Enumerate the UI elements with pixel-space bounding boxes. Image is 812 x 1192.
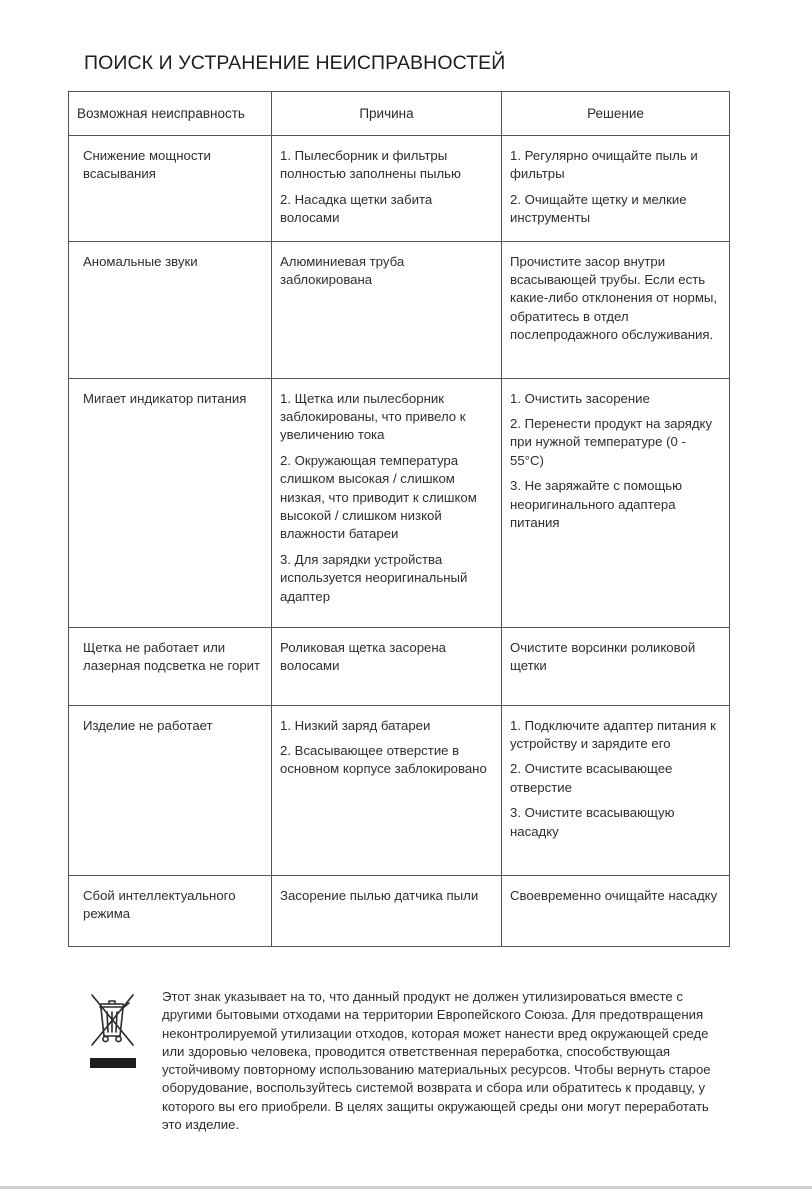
table-row (69, 378, 730, 627)
fault-cell: Изделие не работает (69, 705, 272, 875)
cause-item: Алюминиевая труба заблокирована (280, 253, 405, 288)
cause-cell (272, 136, 502, 242)
cause-item: 3. Для зарядки устройства используется неоригинальный адаптер (280, 551, 468, 604)
solution-cell (502, 241, 730, 378)
cause-item: 2. Окружающая температура слишком высокая / слишком низкая, что приводит к слишком высокой / слишком низкой влажности батареи (280, 452, 477, 542)
cause-cell (272, 378, 502, 627)
cause-item: 1. Низкий заряд батареи (280, 717, 431, 733)
fault-cell: Мигает индикатор питания (69, 378, 272, 627)
cause-cell (272, 627, 502, 705)
solution-item: 3. Не заряжайте с помощью неоригинального адаптера питания (510, 478, 683, 531)
solution-cell (502, 627, 730, 705)
solution-item: 1. Регулярно очищайте пыль и фильтры (510, 148, 698, 182)
cause-cell (272, 241, 502, 378)
cause-item: Роликовая щетка засорена волосами (280, 639, 447, 674)
solution-item: Своевременно очищайте насадку (510, 887, 718, 903)
solution-cell (502, 705, 730, 875)
header-cause: Причина (272, 92, 502, 136)
page-title: ПОИСК И УСТРАНЕНИЕ НЕИСПРАВНОСТЕЙ (84, 52, 506, 74)
fault-cell: Щетка не работает или лазерная подсветка не горит (69, 627, 272, 705)
table-row (69, 875, 730, 946)
solution-item: 2. Очистите всасывающее отверстие (510, 761, 673, 795)
cause-item: 2. Насадка щетки забита волосами (280, 191, 433, 226)
solution-cell (502, 136, 730, 242)
troubleshooting-table (68, 91, 730, 947)
cause-item: Засорение пылью датчика пыли (280, 887, 479, 903)
fault-cell: Аномальные звуки (69, 241, 272, 378)
solution-item: 2. Перенести продукт на зарядку при нужной температуре (0 - 55°C) (510, 416, 713, 468)
table-header-row (69, 92, 730, 136)
cause-item: 2. Всасывающее отверстие в основном корпусе заблокировано (280, 743, 487, 777)
solution-item: Очистите ворсинки роликовой щетки (510, 639, 696, 674)
solution-cell (502, 378, 730, 627)
solution-item: 2. Очищайте щетку и мелкие инструменты (510, 191, 687, 226)
solution-item: 1. Очистить засорение (510, 390, 650, 406)
cause-cell (272, 705, 502, 875)
table-row (69, 705, 730, 875)
cause-cell (272, 875, 502, 946)
crossed-out-wheelie-bin-icon (88, 990, 138, 1072)
footer-divider (0, 1186, 812, 1189)
fault-cell: Снижение мощности всасывания (69, 136, 272, 242)
table-row (69, 136, 730, 242)
table-row (69, 241, 730, 378)
cause-item: 1. Пылесборник и фильтры полностью заполнены пылью (280, 148, 461, 182)
solution-item: 3. Очистите всасывающую насадку (510, 805, 675, 839)
cause-item: 1. Щетка или пылесборник заблокированы, что привело к увеличению тока (280, 390, 466, 443)
header-fault: Возможная неисправность (69, 92, 272, 136)
table-row (69, 627, 730, 705)
solution-item: 1. Подключите адаптер питания к устройству и зарядите его (510, 717, 716, 752)
fault-cell: Сбой интеллектуального режима (69, 875, 272, 946)
solution-item: Прочистите засор внутри всасывающей трубы. Если есть какие-либо отклонения от нормы, обратитесь в отдел послепродажного обслуживания. (510, 253, 718, 343)
header-solution: Решение (502, 92, 730, 136)
solution-cell (502, 875, 730, 946)
disposal-notice: Этот знак указывает на то, что данный продукт не должен утилизироваться вместе с другими бытовыми отходами на территории Европейского Союза. Для предотвращения неконтролируемой утилизации отходов, которая может нанести вред окружающей среде или здоровью человека, проводится ответственная переработка, способствующая устойчивому повторному использованию материальных ресурсов. Чтобы вернуть старое оборудование, воспользуйтесь системой возврата и сбора или обратитесь к продавцу, у которого вы его приобрели. В целях защиты окружающей среды они могут переработать это изделие. (162, 989, 711, 1133)
